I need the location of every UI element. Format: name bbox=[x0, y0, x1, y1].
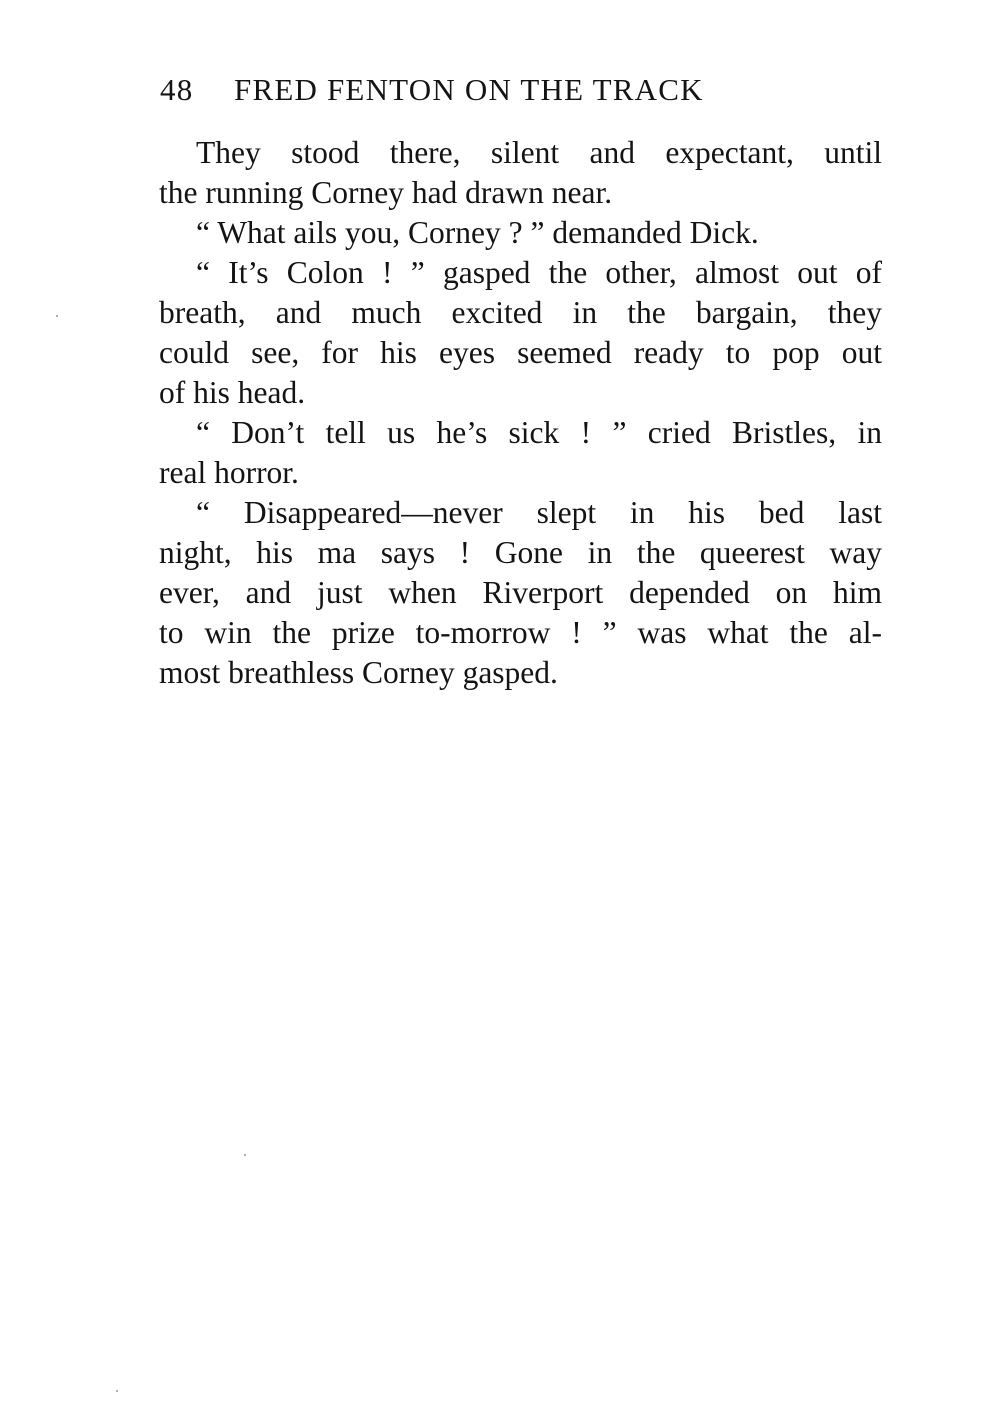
paragraph-3-line-2: breath, and much excited in the bargain, they bbox=[159, 295, 882, 330]
scan-speck bbox=[116, 1390, 118, 1392]
paragraph-3-line-4: of his head. bbox=[159, 375, 306, 410]
paragraph-4-line-2: real horror. bbox=[159, 455, 299, 490]
paragraph-1-line-2: the running Corney had drawn near. bbox=[159, 175, 613, 210]
paragraph-5-line-3: ever, and just when Riverport depended on him bbox=[159, 575, 882, 610]
scan-speck bbox=[244, 1154, 246, 1156]
page-number: 48 bbox=[160, 72, 194, 107]
running-head bbox=[160, 70, 880, 110]
paragraph-5-line-1: “ Disappeared—never slept in his bed last bbox=[196, 495, 882, 530]
scan-speck bbox=[56, 315, 58, 317]
paragraph-1-line-1: They stood there, silent and expectant, until bbox=[196, 135, 882, 170]
paragraph-2-line-1: “ What ails you, Corney ? ” demanded Dick. bbox=[196, 215, 759, 250]
paragraph-5-line-5: most breathless Corney gasped. bbox=[159, 655, 558, 690]
paragraph-3-line-1: “ It’s Colon ! ” gasped the other, almost out of bbox=[196, 255, 882, 290]
running-title: FRED FENTON ON THE TRACK bbox=[234, 72, 704, 107]
paragraph-4-line-1: “ Don’t tell us he’s sick ! ” cried Bristles, in bbox=[196, 415, 882, 450]
paragraph-3-line-3: could see, for his eyes seemed ready to pop out bbox=[159, 335, 882, 370]
body-text bbox=[159, 133, 882, 693]
paragraph-5-line-4: to win the prize to-morrow ! ” was what the al- bbox=[159, 615, 882, 650]
paragraph-5-line-2: night, his ma says ! Gone in the queerest way bbox=[159, 535, 882, 570]
